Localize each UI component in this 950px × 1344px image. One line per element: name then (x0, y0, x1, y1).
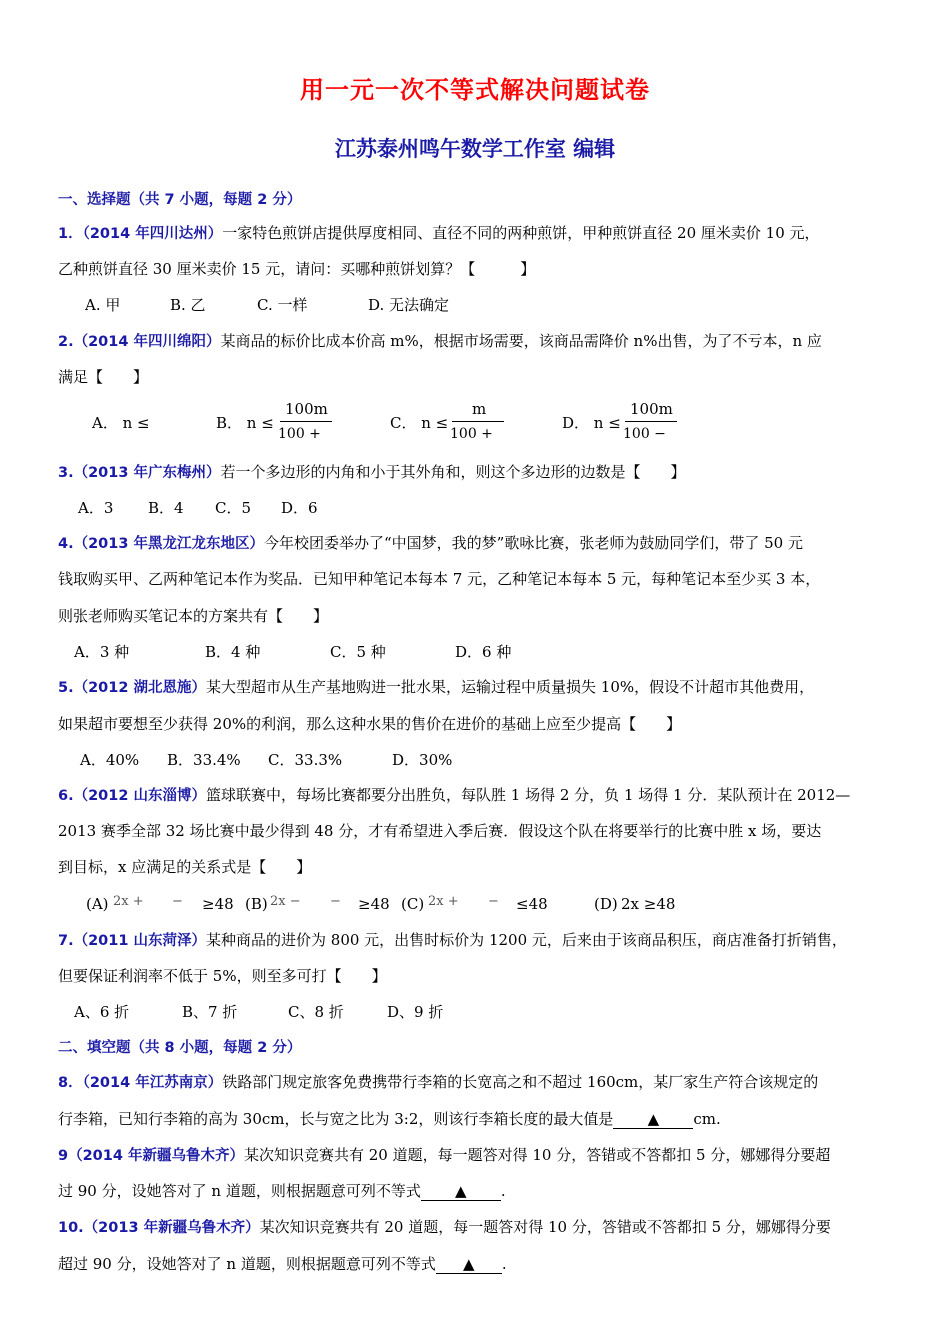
section-heading-fill: 二、填空题（共 8 小题，每题 2 分） (58, 1040, 302, 1056)
question-2-option-b-numerator: 100m (285, 400, 328, 418)
question-8-answer-blank[interactable]: ▲ (613, 1110, 693, 1129)
question-7-option-d: D、9 折 (387, 1003, 444, 1021)
question-2-option-c-denominator: 100 + (450, 426, 493, 442)
question-1-option-d: D. 无法确定 (368, 296, 450, 314)
question-1-option-a: A. 甲 (85, 296, 121, 314)
question-2-option-c: C． n ≤ (390, 414, 449, 432)
question-1-option-b: B. 乙 (170, 296, 206, 314)
question-2-option-c-numerator: m (472, 400, 487, 418)
section-heading-choice: 一、选择题（共 7 小题，每题 2 分） (58, 192, 302, 208)
question-1-line-1: 1．（2014 年四川达州）一家特色煎饼店提供厚度相同、直径不同的两种煎饼，甲种煎饼直径 20 厘米卖价 10 元， (58, 224, 820, 242)
question-6-option-c-dash: − (488, 894, 499, 909)
question-6-line-3: 到目标，x 应满足的关系式是【 】 (58, 858, 312, 876)
question-6-line-1: 6.（2012 山东淄博）篮球联赛中，每场比赛都要分出胜负，每队胜 1 场得 2 分，负 1 场得 1 分．某队预计在 2012— (58, 786, 851, 804)
question-6-option-b-dash: − (330, 894, 341, 909)
question-2-option-d: D． n ≤ (562, 414, 621, 432)
question-2-line-1: 2.（2014 年四川绵阳）某商品的标价比成本价高 m%，根据市场需要，该商品需降价 n%出售，为了不亏本，n 应 (58, 332, 822, 350)
question-5-line-1: 5.（2012 湖北恩施）某大型超市从生产基地购进一批水果，运输过程中质量损失 10%，假设不计超市其他费用， (58, 678, 815, 696)
question-2-option-a: A． n ≤ (92, 414, 150, 432)
question-4-option-a: A．3 种 (74, 643, 130, 661)
question-9-answer-blank[interactable]: ▲ (421, 1182, 501, 1201)
question-6-line-2: 2013 赛季全部 32 场比赛中最少得到 48 分，才有希望进入季后赛．假设这个队在将要举行的比赛中胜 x 场，要达 (58, 822, 822, 840)
question-7-option-b: B、7 折 (182, 1003, 238, 1021)
question-7-source: 7.（2011 山东菏泽） (58, 933, 207, 949)
question-2-option-b-fraction-bar (280, 421, 332, 422)
question-9-source: 9（2014 年新疆乌鲁木齐） (58, 1148, 244, 1164)
question-5-option-c: C．33.3% (268, 751, 343, 769)
question-3-option-d: D．6 (281, 499, 318, 517)
question-2-line-2: 满足【 】 (58, 368, 149, 386)
question-1-source: 1．（2014 年四川达州） (58, 226, 223, 242)
question-5-option-a: A．40% (80, 751, 140, 769)
question-7-option-a: A、6 折 (74, 1003, 130, 1021)
page-title: 用一元一次不等式解决问题试卷 (300, 76, 650, 104)
question-4-line-3: 则张老师购买笔记本的方案共有【 】 (58, 607, 329, 625)
question-3-option-b: B．4 (148, 499, 184, 517)
question-4-option-d: D．6 种 (455, 643, 512, 661)
question-2-option-b-denominator: 100 + (278, 426, 321, 442)
question-7-line-1: 7.（2011 山东菏泽）某种商品的进价为 800 元，出售时标价为 1200 元，后来由于该商品积压，商店准备打折销售， (58, 931, 847, 949)
question-6-option-a-label: (A) (86, 895, 109, 913)
question-6-option-c-expression: 2x + (428, 894, 459, 909)
question-4-option-c: C．5 种 (330, 643, 386, 661)
question-4-line-1: 4.（2013 年黑龙江龙东地区）今年校团委举办了“中国梦，我的梦”歌咏比赛，张老师为鼓励同学们，带了 50 元 (58, 534, 803, 552)
question-6-option-a-expression: 2x + (113, 894, 144, 909)
page-subtitle: 江苏泰州鸣午数学工作室 编辑 (334, 137, 616, 161)
question-4-option-b: B．4 种 (205, 643, 261, 661)
question-6-option-b-expression: 2x − (270, 894, 301, 909)
question-2-option-d-numerator: 100m (630, 400, 673, 418)
question-8-line-1: 8．（2014 年江苏南京）铁路部门规定旅客免费携带行李箱的长宽高之和不超过 160cm，某厂家生产符合该规定的 (58, 1073, 819, 1091)
question-5-option-d: D．30% (392, 751, 453, 769)
question-4-source: 4.（2013 年黑龙江龙东地区） (58, 536, 265, 552)
question-2-option-c-fraction-bar (452, 421, 504, 422)
question-9-line-1: 9（2014 年新疆乌鲁木齐）某次知识竞赛共有 20 道题，每一题答对得 10 分，答错或不答都扣 5 分，娜娜得分要超 (58, 1146, 831, 1164)
question-2-option-d-denominator: 100 − (623, 426, 666, 442)
question-5-line-2: 如果超市要想至少获得 20%的利润，那么这种水果的售价在进价的基础上应至少提高【 】 (58, 715, 682, 733)
question-1-option-c: C. 一样 (257, 296, 308, 314)
question-5-source: 5.（2012 湖北恩施） (58, 680, 207, 696)
question-6-option-a-relation: ≥48 (202, 895, 234, 913)
question-10-line-2: 超过 90 分，设她答对了 n 道题，则根据题意可列不等式 ▲ . (58, 1255, 507, 1273)
question-3-line-1: 3.（2013 年广东梅州）若一个多边形的内角和小于其外角和，则这个多边形的边数是【 】 (58, 463, 686, 481)
question-6-option-b-label: (B) (245, 895, 268, 913)
question-10-answer-blank[interactable]: ▲ (436, 1255, 502, 1274)
question-2-option-b: B． n ≤ (216, 414, 274, 432)
question-1-line-2: 乙种煎饼直径 30 厘米卖价 15 元，请问：买哪种煎饼划算？【 】 (58, 260, 536, 278)
question-3-option-c: C．5 (215, 499, 252, 517)
question-3-option-a: A．3 (78, 499, 114, 517)
question-7-option-c: C、8 折 (288, 1003, 344, 1021)
question-2-option-d-fraction-bar (625, 421, 677, 422)
question-6-option-d-expression: 2x ≥48 (621, 895, 676, 913)
question-8-source: 8．（2014 年江苏南京） (58, 1075, 223, 1091)
question-10-source: 10.（2013 年新疆乌鲁木齐） (58, 1220, 260, 1236)
question-4-line-2: 钱取购买甲、乙两种笔记本作为奖品．已知甲种笔记本每本 7 元，乙种笔记本每本 5 元，每种笔记本至少买 3 本， (58, 570, 821, 588)
question-8-line-2: 行李箱，已知行李箱的高为 30cm，长与宽之比为 3:2，则该行李箱长度的最大值是 ▲ cm. (58, 1110, 721, 1128)
question-6-option-a-dash: − (172, 894, 183, 909)
question-3-source: 3.（2013 年广东梅州） (58, 465, 221, 481)
question-6-source: 6.（2012 山东淄博） (58, 788, 207, 804)
question-6-option-c-relation: ≤48 (516, 895, 548, 913)
question-7-line-2: 但要保证利润率不低于 5%，则至多可打【 】 (58, 967, 387, 985)
question-10-line-1: 10.（2013 年新疆乌鲁木齐）某次知识竞赛共有 20 道题，每一题答对得 10 分，答错或不答都扣 5 分，娜娜得分要 (58, 1218, 831, 1236)
question-2-source: 2.（2014 年四川绵阳） (58, 334, 221, 350)
question-9-line-2: 过 90 分，设她答对了 n 道题，则根据题意可列不等式 ▲ . (58, 1182, 506, 1200)
question-6-option-d-label: (D) (594, 895, 618, 913)
question-5-option-b: B．33.4% (167, 751, 241, 769)
question-6-option-c-label: (C) (401, 895, 425, 913)
question-6-option-b-relation: ≥48 (358, 895, 390, 913)
